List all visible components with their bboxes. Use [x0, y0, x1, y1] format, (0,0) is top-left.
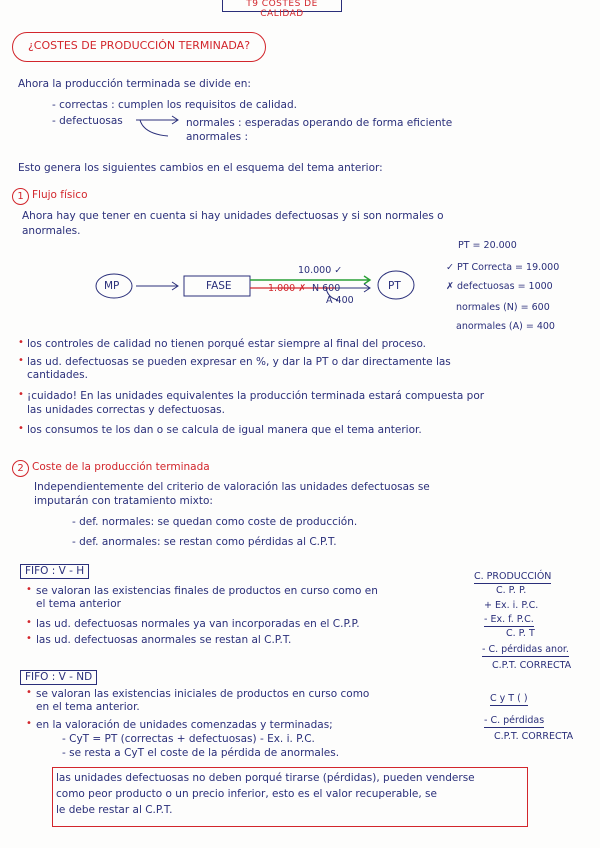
intro-line-5: anormales : — [186, 131, 249, 143]
section-2-number: 2 — [12, 460, 29, 477]
fifo-vnd-1a: se valoran las existencias iniciales de productos en curso como — [36, 688, 370, 700]
intro-line-2: - correctas : cumplen los requisitos de calidad. — [52, 99, 297, 111]
calc1-title: C. PRODUCCIÓN — [474, 571, 552, 582]
bullet-dot: • — [26, 718, 32, 729]
bullet-1: los controles de calidad no tienen porqué estar siempre al final del proceso. — [27, 338, 427, 350]
calc1-cpt: C. P. T — [506, 628, 535, 639]
calc1-cpt-correcta: C.P.T. CORRECTA — [492, 660, 572, 671]
section-2-line-4: - def. anormales: se restan como pérdidas al C.P.T. — [72, 536, 337, 548]
bullet-4: los consumos te los dan o se calcula de igual manera que el tema anterior. — [27, 424, 422, 436]
bullet-dot: • — [26, 687, 32, 698]
stat-anormales: anormales (A) = 400 — [456, 321, 555, 332]
section-1-line-2: anormales. — [22, 225, 81, 237]
calc2-cpt-correcta: C.P.T. CORRECTA — [494, 731, 574, 742]
bullet-dot: • — [18, 389, 24, 400]
flow-diagram — [90, 258, 430, 310]
section-2-line-1: Independientemente del criterio de valoración las unidades defectuosas se — [34, 481, 430, 493]
bullet-dot: • — [26, 633, 32, 644]
section-2-line-3: - def. normales: se quedan como coste de producción. — [72, 516, 358, 528]
flow-defect-qty: 1.000 ✗ — [268, 283, 307, 294]
calc2-cyt: C y T ( ) — [490, 693, 528, 704]
bullet-dot: • — [18, 355, 24, 366]
flow-mp-label: MP — [104, 280, 120, 292]
fifo-vnd-3: - CyT = PT (correctas + defectuosas) - Ex. i. P.C. — [62, 733, 315, 745]
calc2-perdidas: - C. pérdidas — [484, 715, 545, 726]
note-line-1: las unidades defectuosas no deben porqué tirarse (pérdidas), pueden venderse — [56, 772, 475, 784]
branch-arrow-icon — [134, 114, 186, 142]
fifo-vnd-2: en la valoración de unidades comenzadas y terminadas; — [36, 719, 333, 731]
bullet-dot: • — [18, 423, 24, 434]
bullet-dot: • — [26, 584, 32, 595]
section-2-line-2: imputarán con tratamiento mixto: — [34, 495, 213, 507]
fifo-vnd-1b: en el tema anterior. — [36, 701, 140, 713]
bullet-2a: las ud. defectuosas se pueden expresar en %, y dar la PT o dar directamente las — [27, 356, 451, 368]
flow-fase-label: FASE — [206, 280, 232, 292]
cambios-line: Esto genera los siguientes cambios en el esquema del tema anterior: — [18, 162, 383, 174]
bullet-2b: cantidades. — [27, 369, 88, 381]
note-line-3: le debe restar al C.P.T. — [56, 804, 173, 816]
flow-normal-qty: N 600 — [312, 283, 341, 294]
title-cloud — [12, 32, 266, 62]
fifo-vh-1b: el tema anterior — [36, 598, 121, 610]
fifo-vh-2: las ud. defectuosas normales ya van incorporadas en el C.P.P. — [36, 618, 360, 630]
stat-pt-correcta: ✓ PT Correcta = 19.000 — [446, 262, 560, 273]
stat-defectuosas: ✗ defectuosas = 1000 — [446, 281, 553, 292]
fifo-vh-label: FIFO : V - H — [20, 564, 89, 579]
fifo-vh-1a: se valoran las existencias finales de productos en curso como en — [36, 585, 378, 597]
section-2-title: Coste de la producción terminada — [32, 461, 210, 473]
flow-correct-qty: 10.000 ✓ — [298, 265, 343, 276]
bullet-dot: • — [26, 617, 32, 628]
note-line-2: como peor producto o un precio inferior, esto es el valor recuperable, se — [56, 788, 437, 800]
section-1-line-1: Ahora hay que tener en cuenta si hay unidades defectuosas y si son normales o — [22, 210, 444, 222]
section-1-number: 1 — [12, 188, 29, 205]
section-1-title: Flujo físico — [32, 189, 88, 201]
intro-line-4: normales : esperadas operando de forma eficiente — [186, 117, 453, 129]
calc1-cpp: C. P. P. — [496, 585, 527, 596]
calc1-exf: - Ex. f. P.C. — [484, 614, 534, 625]
stat-normales: normales (N) = 600 — [456, 302, 550, 313]
bullet-dot: • — [18, 337, 24, 348]
flow-pt-label: PT — [388, 280, 401, 292]
bullet-3b: las unidades correctas y defectuosas. — [27, 404, 225, 416]
stat-pt: PT = 20.000 — [458, 240, 517, 251]
bullet-3a: ¡cuidado! En las unidades equivalentes la producción terminada estará compuesta por — [27, 390, 485, 402]
header-tab — [222, 0, 342, 19]
page-title: ¿COSTES DE PRODUCCIÓN TERMINADA? — [27, 39, 251, 52]
intro-line-3: - defectuosas — [52, 115, 123, 127]
intro-line-1: Ahora la producción terminada se divide en: — [18, 78, 251, 90]
fifo-vnd-label: FIFO : V - ND — [20, 670, 97, 685]
flow-abnormal-qty: A 400 — [326, 295, 354, 306]
calc1-exi: + Ex. i. P.C. — [484, 600, 539, 611]
calc1-perdidas: - C. pérdidas anor. — [482, 644, 569, 655]
fifo-vh-3: las ud. defectuosas anormales se restan al C.P.T. — [36, 634, 292, 646]
fifo-vnd-4: - se resta a CyT el coste de la pérdida de anormales. — [62, 747, 340, 759]
header-title: T9 COSTES DE CALIDAD — [246, 0, 318, 19]
